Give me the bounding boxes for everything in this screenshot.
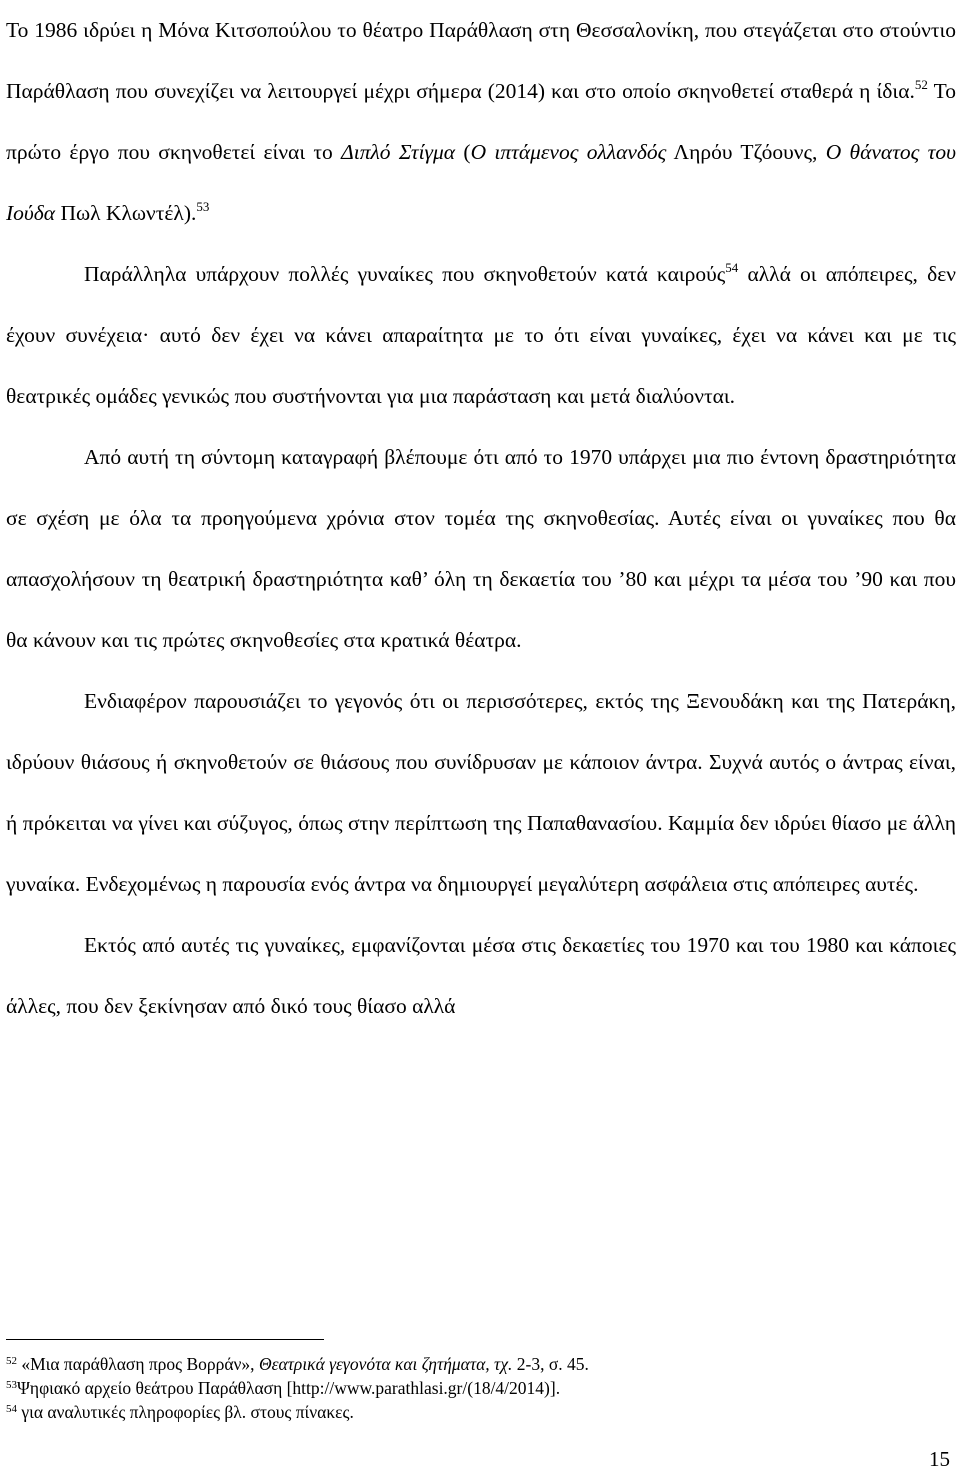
- paragraph: [6, 671, 956, 915]
- text-run: Το 1986 ιδρύει η Μόνα Κιτσοπούλου το θέατρο Παράθλαση στη Θεσσαλονίκη, που στεγάζεται στο στούντιο Παράθλαση που συνεχίζει να λειτουργεί μέχρι σήμερα (2014) και στο οποίο σκηνοθετεί σταθερά η ίδια.: [6, 18, 956, 103]
- footnote-ref: 53: [196, 199, 210, 214]
- text-run: αλλά οι απόπειρες, δεν έχουν συνέχεια· αυτό δεν έχει να κάνει απαραίτητα με το ότι είναι γυναίκες, έχει να κάνει και με τις θεατρικές ομάδες γενικώς που συστήνονται για μια παράσταση και μετά διαλύονται.: [6, 262, 956, 408]
- footnote-ref: 52: [6, 1355, 17, 1367]
- footnote: [6, 1400, 946, 1424]
- text-run: Από αυτή τη σύντομη καταγραφή βλέπουμε ότι από το 1970 υπάρχει μια πιο έντονη δραστηριότητα σε σχέση με όλα τα προηγούμενα χρόνια στον τομέα της σκηνοθεσίας. Αυτές είναι οι γυναίκες που θα απασχολήσουν τη θεατρική δραστηριότητα καθ’ όλη τη δεκαετία του ’80 και μέχρι τα μέσα του ’90 και που θα κάνουν και τις πρώτες σκηνοθεσίες στα κρατικά θέατρα.: [6, 445, 956, 652]
- text-run: Το πρώτο έργο που σκηνοθετεί είναι το: [6, 79, 956, 164]
- paragraph: [6, 915, 956, 1037]
- footnote: [6, 1376, 946, 1400]
- italic-title: Ο ιπτάμενος ολλανδός: [470, 140, 667, 164]
- page-number: 15: [929, 1447, 950, 1471]
- italic-title: Θεατρικά γεγονότα και ζητήματα, τχ.: [258, 1354, 513, 1374]
- body-text: [6, 0, 956, 1037]
- paragraph: [6, 427, 956, 671]
- paragraph: [6, 0, 956, 244]
- text-run: Εκτός από αυτές τις γυναίκες, εμφανίζονται μέσα στις δεκαετίες του 1970 και του 1980 και κάποιες άλλες, που δεν ξεκίνησαν από δικό τους θίασο αλλά: [6, 933, 956, 1018]
- footnote-ref: 54: [725, 260, 739, 275]
- footnote-ref: 54: [6, 1403, 17, 1415]
- text-run: για αναλυτικές πληροφορίες βλ. στους πίνακες.: [17, 1402, 354, 1422]
- footnote-separator: [6, 1339, 324, 1340]
- italic-title: Ο θάνατος του Ιούδα: [6, 140, 956, 225]
- paragraph: [6, 244, 956, 427]
- text-run: Ψηφιακό αρχείο θεάτρου Παράθλαση [http://www.parathlasi.gr/(18/4/2014)].: [17, 1378, 561, 1398]
- text-run: (: [455, 140, 471, 164]
- text-run: Πωλ Κλωντέλ).: [55, 201, 197, 225]
- italic-title: Διπλό Στίγμα: [341, 140, 456, 164]
- footnotes: [6, 1352, 946, 1424]
- text-run: «Μια παράθλαση προς Βορράν»,: [17, 1354, 259, 1374]
- footnote-ref: 52: [914, 77, 928, 92]
- text-run: 2-3, σ. 45.: [512, 1354, 589, 1374]
- footnote-ref: 53: [6, 1379, 17, 1391]
- text-run: Ενδιαφέρον παρουσιάζει το γεγονός ότι οι περισσότερες, εκτός της Ξενουδάκη και της Πατεράκη, ιδρύουν θιάσους ή σκηνοθετούν σε θιάσους που συνίδρυσαν με κάποιον άντρα. Συχνά αυτός ο άντρας είναι, ή πρόκειται να γίνει και σύζυγος, όπως στην περίπτωση της Παπαθανασίου. Καμμία δεν ιδρύει θίασο με άλλη γυναίκα. Ενδεχομένως η παρουσία ενός άντρα να δημιουργεί μεγαλύτερη ασφάλεια στις απόπειρες αυτές.: [6, 689, 956, 896]
- text-run: Παράλληλα υπάρχουν πολλές γυναίκες που σκηνοθετούν κατά καιρούς: [84, 262, 726, 286]
- footnote: [6, 1352, 946, 1376]
- text-run: Ληρόυ Τζόουνς,: [666, 140, 826, 164]
